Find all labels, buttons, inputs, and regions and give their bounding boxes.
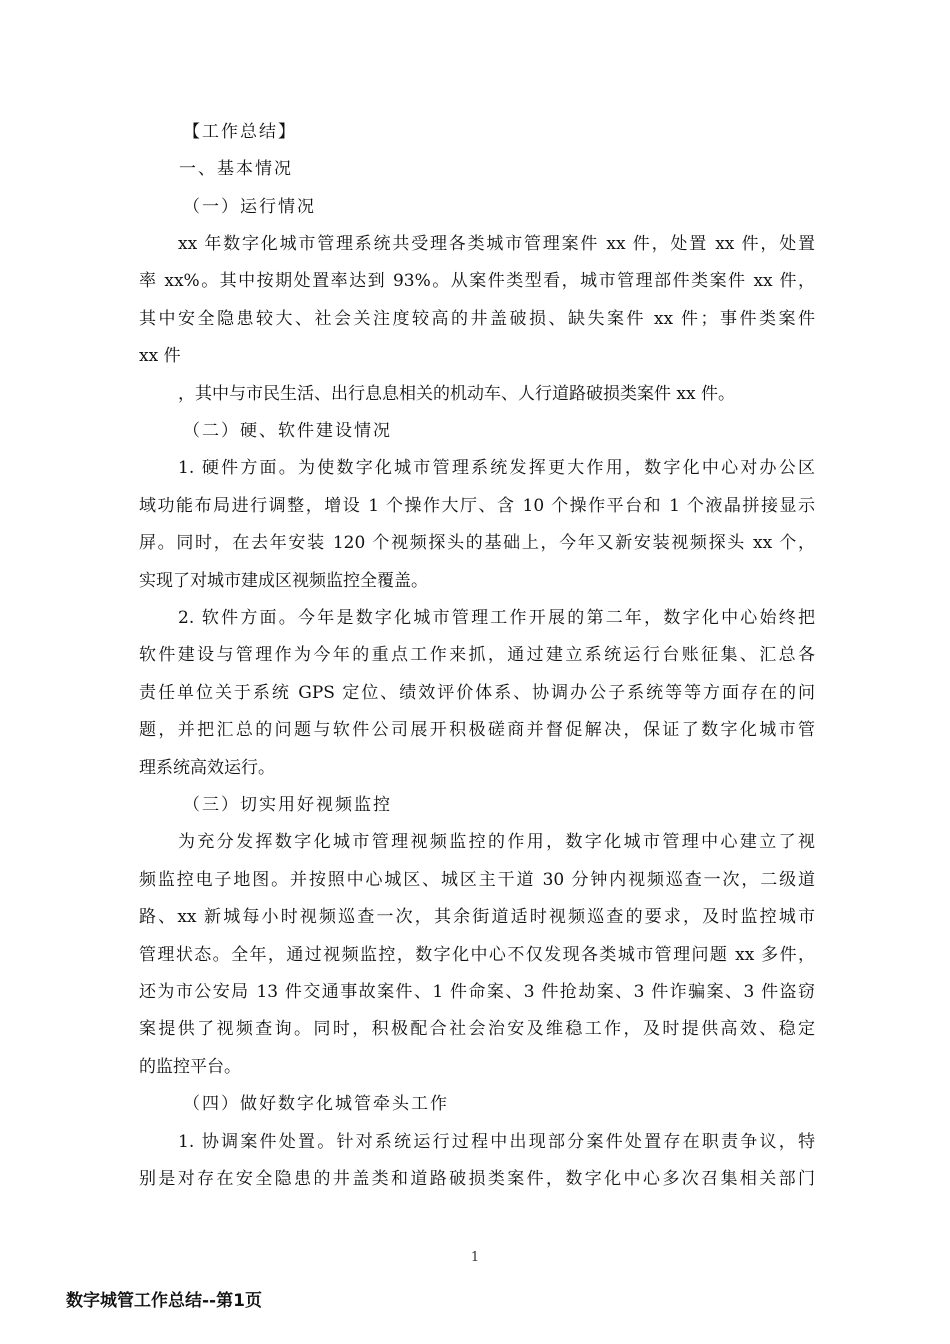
text-line: 还为市公安局 13 件交通事故案件、1 件命案、3 件抢劫案、3 件诈骗案、3 件盗窃 — [139, 982, 815, 1002]
text-line: 其中安全隐患较大、社会关注度较高的井盖破损、缺失案件 xx 件；事件类案件 — [139, 309, 815, 329]
page-number: 1 — [470, 1250, 480, 1265]
text-line: 屏。同时，在去年安装 120 个视频探头的基础上，今年又新安装视频探头 xx 个， — [139, 533, 815, 553]
subsection-heading-1: （一）运行情况 — [183, 197, 316, 217]
subsection-heading-4: （四）做好数字化城管牵头工作 — [183, 1094, 449, 1114]
text-line: xx 年数字化城市管理系统共受理各类城市管理案件 xx 件，处置 xx 件，处置 — [178, 234, 815, 254]
subsection-heading-2: （二）硬、软件建设情况 — [183, 421, 392, 441]
text-line: 域功能布局进行调整，增设 1 个操作大厅、含 10 个操作平台和 1 个液晶拼接显示 — [139, 496, 815, 516]
page-footer: 数字城管工作总结--第1页 — [66, 1291, 262, 1311]
text-line: 路、xx 新城每小时视频巡查一次，其余街道适时视频巡查的要求，及时监控城市 — [139, 907, 815, 927]
title-work-summary: 【工作总结】 — [183, 122, 297, 142]
text-line: 的监控平台。 — [139, 1057, 241, 1077]
text-line: 管理状态。全年，通过视频监控，数字化中心不仅发现各类城市管理问题 xx 多件， — [139, 945, 815, 965]
section-heading-basic: 一、基本情况 — [179, 159, 293, 179]
text-line: 别是对存在安全隐患的井盖类和道路破损类案件，数字化中心多次召集相关部门 — [139, 1169, 815, 1189]
text-line: 责任单位关于系统 GPS 定位、绩效评价体系、协调办公子系统等等方面存在的问 — [139, 683, 815, 703]
text-line: 频监控电子地图。并按照中心城区、城区主干道 30 分钟内视频巡查一次，二级道 — [139, 870, 815, 890]
text-line: 率 xx%。其中按期处置率达到 93%。从案件类型看，城市管理部件类案件 xx 件， — [139, 271, 815, 291]
text-line: 1. 协调案件处置。针对系统运行过程中出现部分案件处置存在职责争议，特 — [178, 1132, 815, 1152]
text-line: 为充分发挥数字化城市管理视频监控的作用，数字化城市管理中心建立了视 — [178, 832, 815, 852]
text-line: 1. 硬件方面。为使数字化城市管理系统发挥更大作用，数字化中心对办公区 — [178, 458, 815, 478]
text-line: xx 件 — [139, 346, 181, 366]
text-line: ，其中与市民生活、出行息息相关的机动车、人行道路破损类案件 xx 件。 — [178, 384, 735, 404]
subsection-heading-3: （三）切实用好视频监控 — [183, 795, 392, 815]
text-line: 理系统高效运行。 — [139, 758, 275, 778]
text-line: 实现了对城市建成区视频监控全覆盖。 — [139, 571, 428, 591]
text-line: 2. 软件方面。今年是数字化城市管理工作开展的第二年，数字化中心始终把 — [178, 608, 815, 628]
text-line: 软件建设与管理作为今年的重点工作来抓，通过建立系统运行台账征集、汇总各 — [139, 645, 815, 665]
text-line: 案提供了视频查询。同时，积极配合社会治安及维稳工作，及时提供高效、稳定 — [139, 1019, 815, 1039]
text-line: 题，并把汇总的问题与软件公司展开积极磋商并督促解决，保证了数字化城市管 — [139, 720, 815, 740]
